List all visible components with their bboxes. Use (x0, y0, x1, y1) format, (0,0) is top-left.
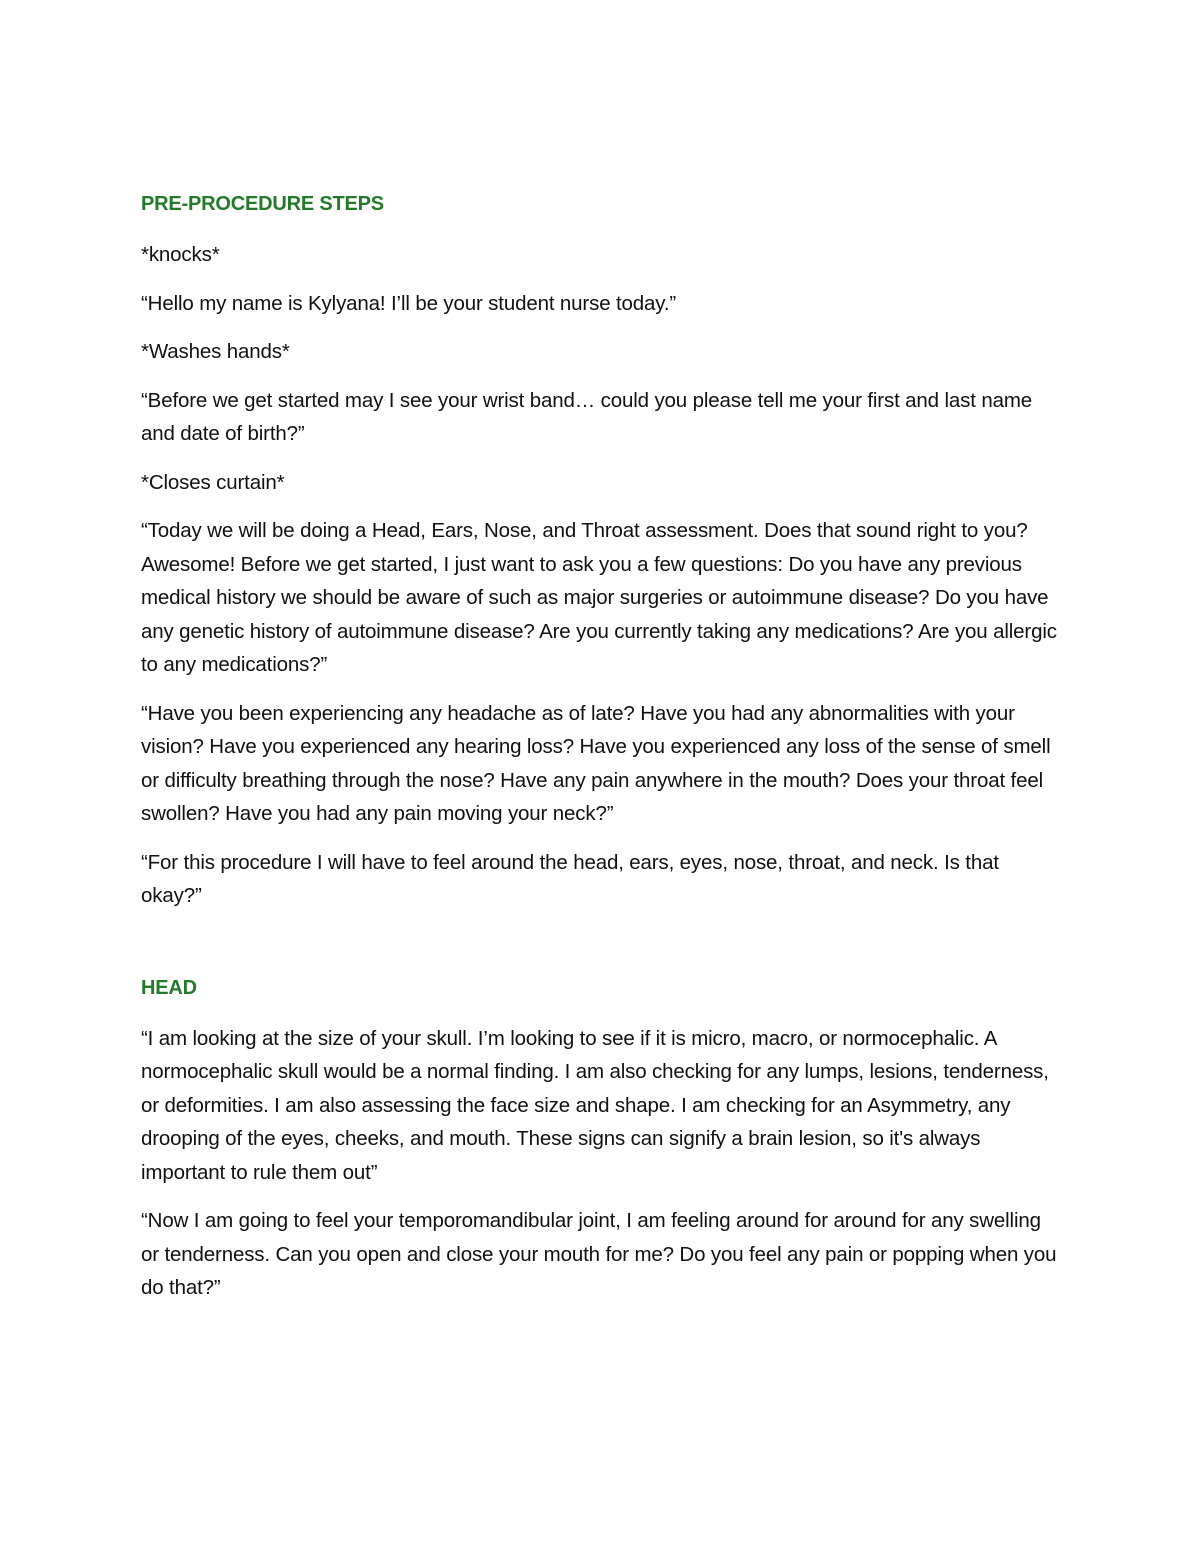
section-heading-head: HEAD (141, 976, 197, 999)
paragraph-symptom-questions: “Have you been experiencing any headache as of late? Have you had any abnormalities with your vision? Have you experienced any hearing loss? Have you experienced any loss of the sense of smell or difficulty breathing through the nose? Have any pain anywhere in the mouth? Does your throat feel swollen? Have you had any pain moving your neck?” (141, 701, 1051, 825)
paragraph-closes-curtain: *Closes curtain* (141, 470, 285, 494)
document-page (141, 188, 1061, 1320)
paragraph-skull-assessment: “I am looking at the size of your skull. I’m looking to see if it is micro, macro, or normocephalic. A normocephalic skull would be a normal finding. I am also checking for any lumps, lesions, tenderness, or deformities. I am also assessing the face size and shape. I am checking for an Asymmetry, any drooping of the eyes, cheeks, and mouth. These signs can signify a brain lesion, so it's always important to rule them out” (141, 1026, 1049, 1184)
paragraph-tmj-assessment: “Now I am going to feel your temporomandibular joint, I am feeling around for around for any swelling or tenderness. Can you open and close your mouth for me? Do you feel any pain or popping when you do that?” (141, 1209, 1057, 1299)
paragraph-medical-history: “Today we will be doing a Head, Ears, Nose, and Throat assessment. Does that sound right to you? Awesome! Before we get started, I just want to ask you a few questions: Do you have any previous medical history we should be aware of such as major surgeries or autoimmune disease? Do you have any genetic history of autoimmune disease? Are you currently taking any medications? Are you allergic to any medications?” (141, 519, 1057, 676)
section-spacer (141, 928, 1061, 972)
paragraph-greeting: “Hello my name is Kylyana! I’ll be your student nurse today.” (141, 291, 677, 315)
paragraph-wrist-band: “Before we get started may I see your wrist band… could you please tell me your first and last name and date of birth?” (141, 388, 1032, 445)
paragraph-washes-hands: *Washes hands* (141, 340, 290, 363)
paragraph-knocks: *knocks* (141, 243, 220, 266)
paragraph-consent: “For this procedure I will have to feel around the head, ears, eyes, nose, throat, and neck. Is that okay?” (141, 850, 999, 907)
section-heading-pre-procedure: PRE-PROCEDURE STEPS (141, 193, 384, 215)
